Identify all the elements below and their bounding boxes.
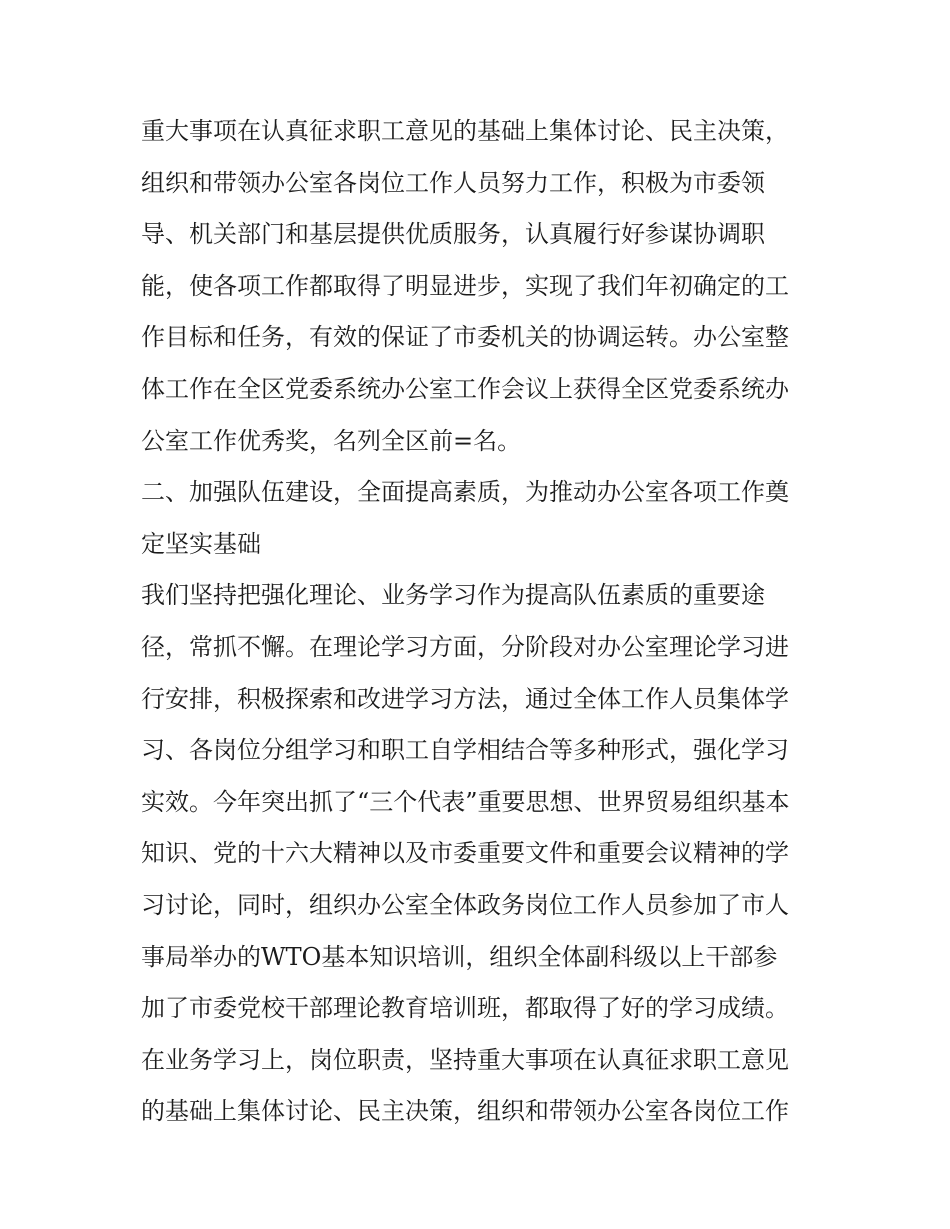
text-line: 事局举办的WTO基本知识培训，组织全体副科级以上干部参: [141, 942, 778, 971]
text-line: 导、机关部门和基层提供优质服务，认真履行好参谋协调职: [141, 220, 765, 249]
section-heading-line: 定坚实基础: [141, 529, 261, 558]
text-line: 作目标和任务，有效的保证了市委机关的协调运转。办公室整: [141, 323, 789, 352]
text-line: 径，常抓不懈。在理论学习方面，分阶段对办公室理论学习进: [141, 632, 789, 661]
text-line: 习讨论，同时，组织办公室全体政务岗位工作人员参加了市人: [141, 890, 789, 919]
text-line: 我们坚持把强化理论、业务学习作为提高队伍素质的重要途: [141, 581, 765, 610]
text-line: 公室工作优秀奖，名列全区前=名。: [141, 426, 522, 455]
text-line: 体工作在全区党委系统办公室工作会议上获得全区党委系统办: [141, 374, 789, 403]
text-line: 实效。今年突出抓了“三个代表”重要思想、世界贸易组织基本: [141, 787, 790, 816]
text-line: 重大事项在认真征求职工意见的基础上集体讨论、民主决策，: [141, 117, 789, 145]
text-line: 能，使各项工作都取得了明显进步，实现了我们年初确定的工: [141, 271, 789, 300]
text-line: 的基础上集体讨论、民主决策，组织和带领办公室各岗位工作: [141, 1097, 789, 1126]
text-line: 组织和带领办公室各岗位工作人员努力工作，积极为市委领: [141, 168, 765, 197]
text-line: 加了市委党校干部理论教育培训班，都取得了好的学习成绩。: [141, 994, 789, 1023]
text-line: 习、各岗位分组学习和职工自学相结合等多种形式，强化学习: [141, 736, 789, 765]
text-line: 知识、党的十六大精神以及市委重要文件和重要会议精神的学: [141, 839, 789, 868]
text-line: 行安排，积极探索和改进学习方法，通过全体工作人员集体学: [141, 684, 789, 713]
section-heading-line: 二、加强队伍建设，全面提高素质，为推动办公室各项工作奠: [141, 478, 789, 507]
text-line: 在业务学习上，岗位职责，坚持重大事项在认真征求职工意见: [141, 1045, 789, 1074]
body-text: [141, 106, 821, 1138]
